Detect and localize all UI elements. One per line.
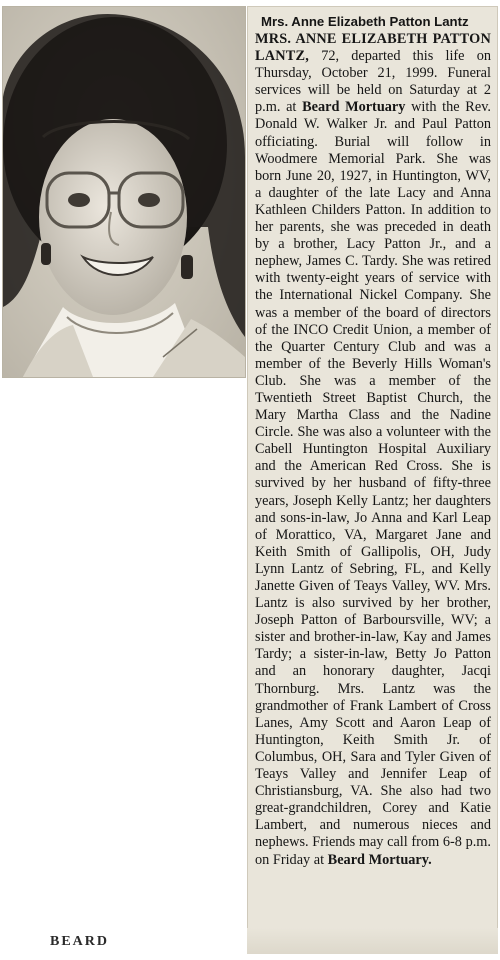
mortuary-name-2: Beard Mortuary. — [327, 851, 432, 868]
cut-off-heading: BEARD — [50, 934, 110, 949]
body-text-part-1: 72, departed this life on Thursday, October 21, 1999. Funeral services will be held on Saturday at 2 p.m. at — [255, 48, 491, 116]
obituary-body — [255, 31, 491, 869]
body-text-part-2: with the Rev. Donald W. Walker Jr. and Paul Patton officiating. Burial will follow in Woodmere Memorial Park. She was born June 20, 1927, in Huntington, WV, a daughter of the late Lacy and Anna Kathleen Childers Patton. In addition to her parents, she was preceded in death by a brother, Lacy Patton Jr., and a nephew, James C. Tardy. She was retired with twenty-eight years of service with the International Nickel Company. She was a member of the board of directors of the INCO Credit Union, a member of the Quarter Century Club and was a member of the Beverly Hills Woman's Club. She was a member of the Twentieth Street Baptist Church, the Mary Martha Class and the Nadine Circle. She was also a volunteer with the Cabell Huntington Hospital Auxiliary and the American Red Cross. She is survived by her husband of fifty-three years, Joseph Kelly Lantz; her daughters and sons-in-law, Jo Anna and Karl Leap of Morattico, VA, Margaret Jane and Keith Smith of Gallipolis, OH, Judy Lynn Lantz of Sebring, FL, and Kelly Janette Given of Teays Valley, WV. Mrs. Lantz is also survived by her brother, Joseph Patton of Barboursville, WV; a sister and brother-in-law, Kay and James Tardy; a sister-in-law, Betty Jo Patton and an honorary daughter, Jacqi Thornburg. Mrs. Lantz was the grandmother of Frank Lambert of Cross Lanes, Amy Scott and Aaron Leap of Huntington, Keith Smith Jr. of Columbus, OH, Sara and Tyler Given of Teays Valley and Jennifer Leap of Christiansburg, VA. She also had two great-grandchildren, Corey and Katie Lambert, and numerous nieces and nephews. Friends may call from 6-8 p.m. on Friday at — [255, 99, 491, 868]
lead-name: MRS. ANNE ELIZABETH PATTON LANTZ, — [255, 31, 491, 65]
headline: Mrs. Anne Elizabeth Patton Lantz — [261, 14, 469, 29]
mortuary-name-1: Beard Mortuary — [302, 99, 406, 116]
obituary-clipping — [247, 6, 498, 954]
portrait-photo — [2, 6, 246, 378]
